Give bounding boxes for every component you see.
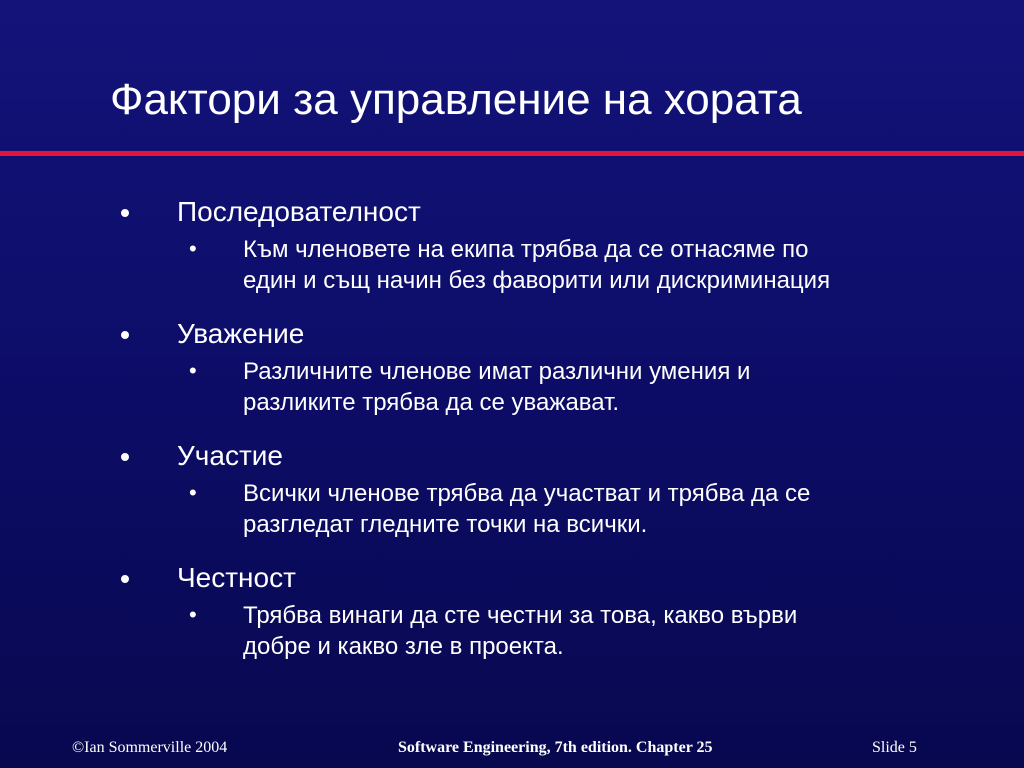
sub-bullet-dot-icon: • [189, 602, 197, 627]
bullet-heading-row [0, 314, 1024, 356]
sub-bullet-line: разгледат гледните точки на всички. [243, 511, 648, 538]
bullet-dot-icon [121, 453, 129, 461]
sub-bullet-dot-icon: • [189, 236, 197, 261]
bullet-heading-row [0, 436, 1024, 478]
sub-bullet-line: Към членовете на екипа трябва да се отнасяме по [243, 236, 809, 263]
bullet-dot-icon [121, 209, 129, 217]
bullet-item [0, 314, 1024, 418]
sub-bullet [0, 356, 1024, 418]
sub-bullet-dot-icon: • [189, 480, 197, 505]
sub-bullet-dot-icon: • [189, 358, 197, 383]
footer-copyright: ©Ian Sommerville 2004 [72, 739, 228, 756]
bullet-list [0, 192, 1024, 680]
slide-title: Фактори за управление на хората [110, 75, 802, 124]
bullet-dot-icon [121, 331, 129, 339]
bullet-heading: Последователност [177, 196, 421, 227]
sub-bullet-line: Трябва винаги да сте честни за това, какво върви [243, 602, 798, 629]
sub-bullet-line: Различните членове имат различни умения и [243, 358, 751, 385]
sub-bullet [0, 600, 1024, 662]
sub-bullet [0, 478, 1024, 540]
bullet-dot-icon [121, 575, 129, 583]
sub-bullet-line: разликите трябва да се уважават. [243, 389, 620, 416]
bullet-item [0, 192, 1024, 296]
sub-bullet-line: Всички членове трябва да участват и трябва да се [243, 480, 811, 507]
bullet-heading: Честност [177, 562, 296, 593]
sub-bullet-line: добре и какво зле в проекта. [243, 633, 564, 660]
sub-bullet [0, 234, 1024, 296]
bullet-heading: Участие [177, 440, 283, 471]
bullet-heading-row [0, 558, 1024, 600]
sub-bullet-line: един и същ начин без фаворити или дискриминация [243, 267, 831, 294]
footer-book-title: Software Engineering, 7th edition. Chapter 25 [398, 739, 713, 756]
bullet-item [0, 436, 1024, 540]
bullet-item [0, 558, 1024, 662]
bullet-heading-row [0, 192, 1024, 234]
bullet-heading: Уважение [177, 318, 305, 349]
title-divider [0, 151, 1024, 156]
footer-slide-number: Slide 5 [872, 739, 917, 756]
